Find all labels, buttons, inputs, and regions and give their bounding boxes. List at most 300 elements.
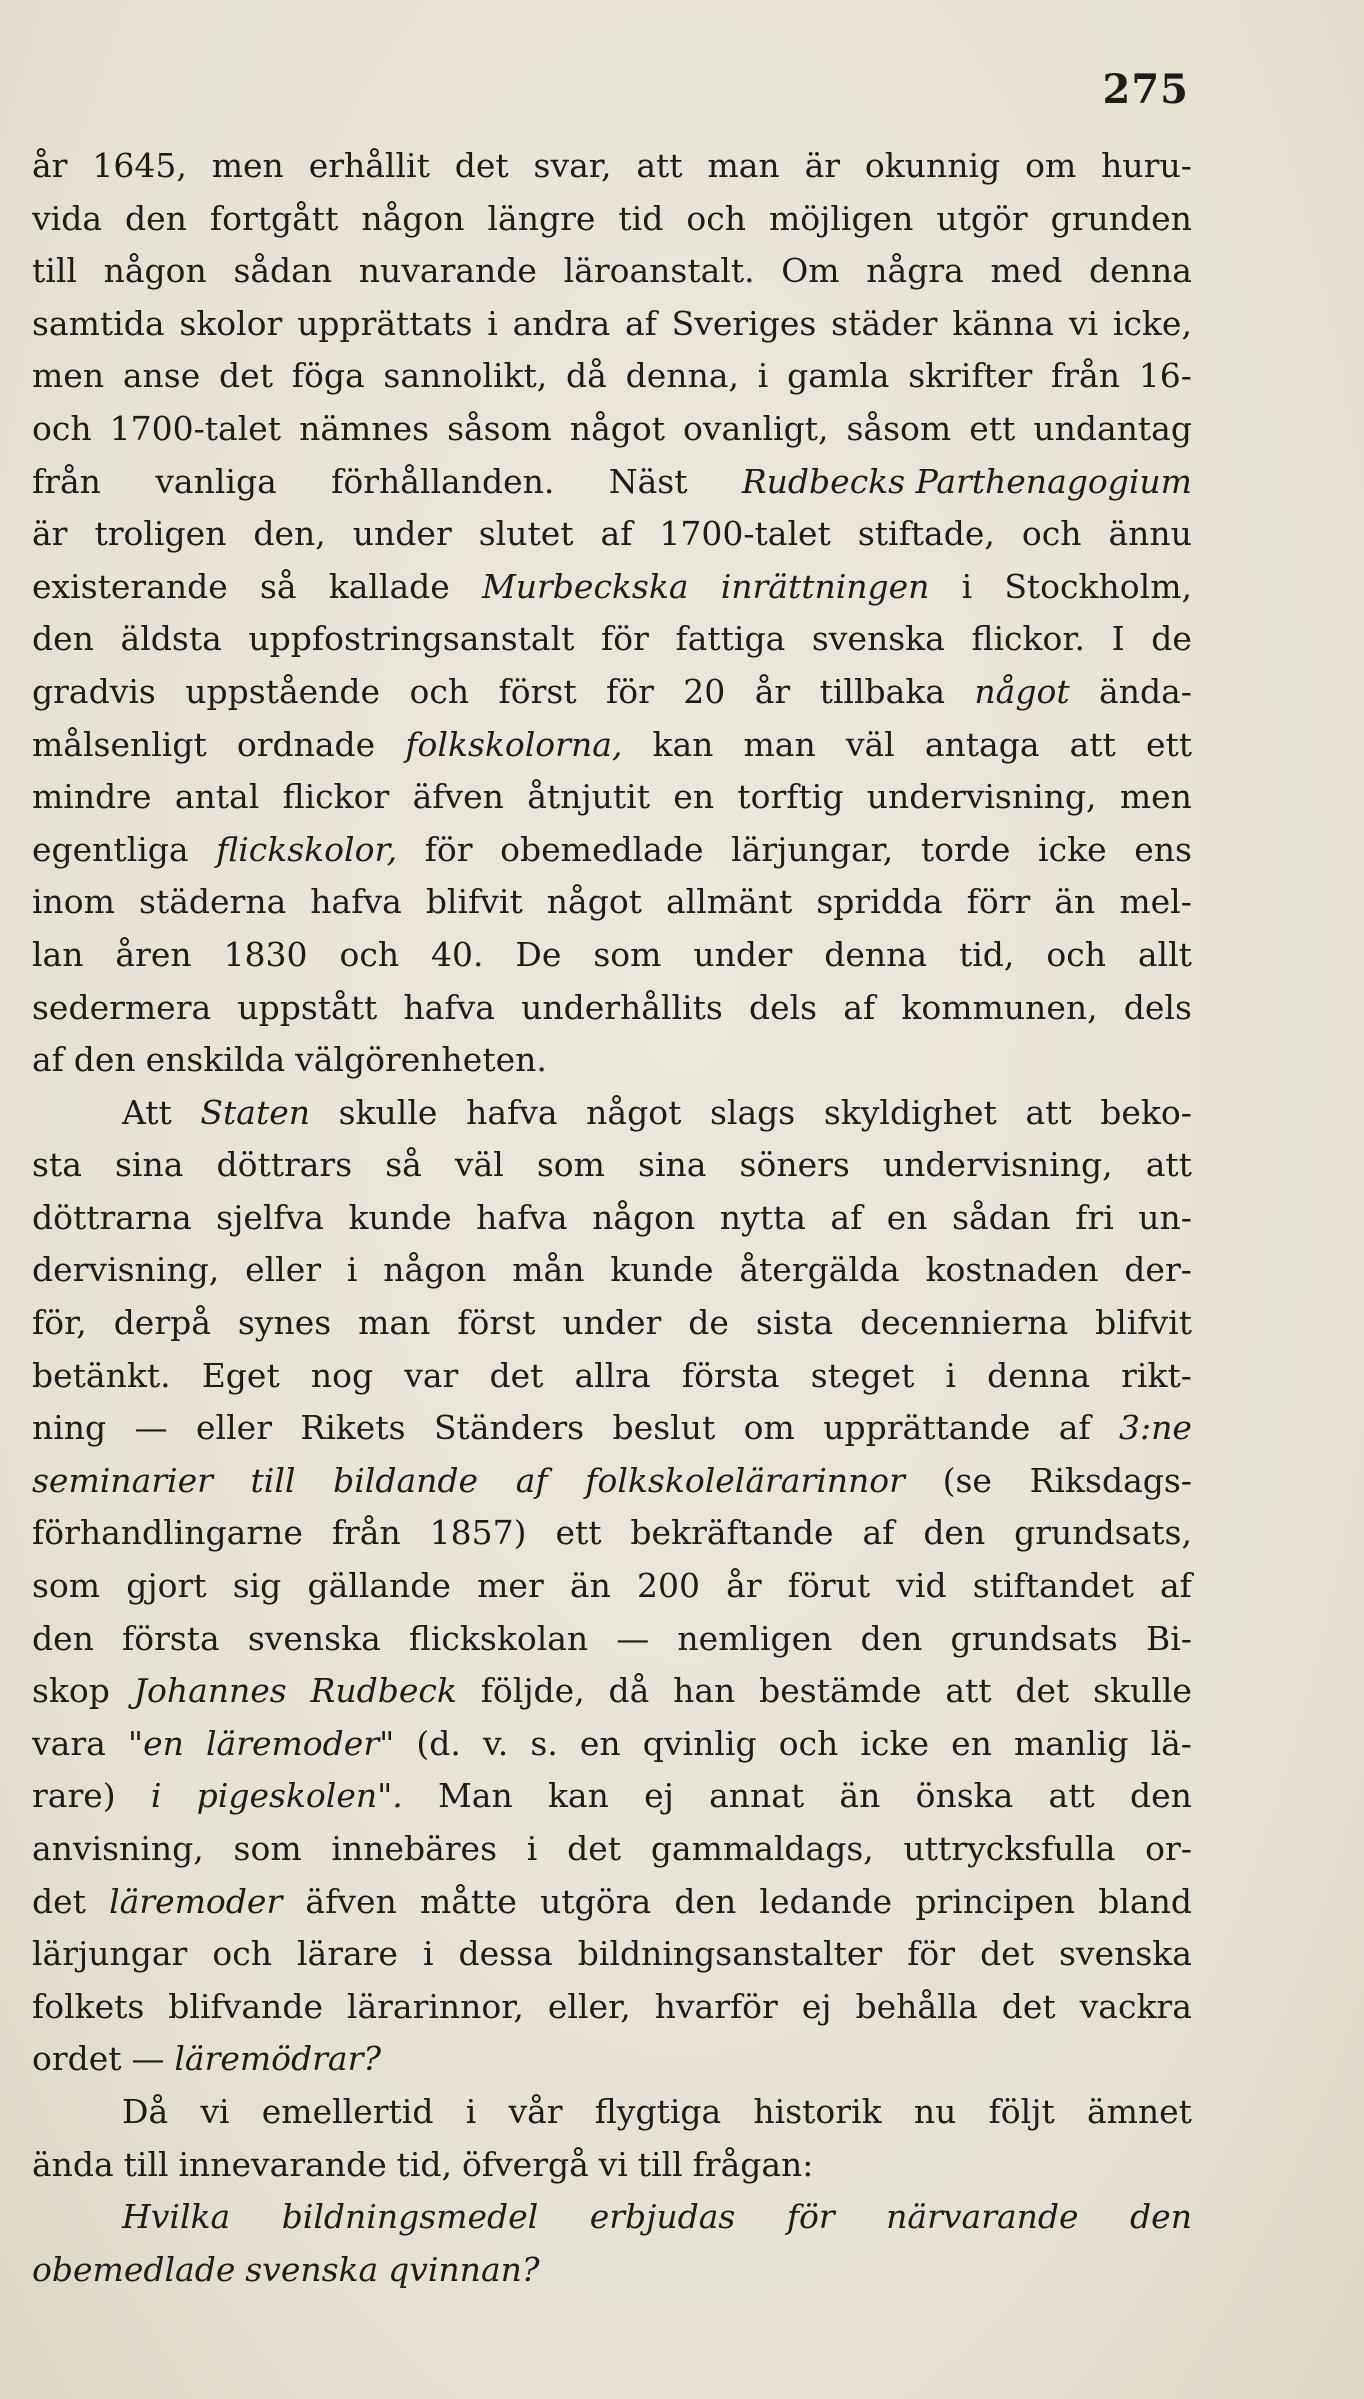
word: blifvande xyxy=(168,1986,323,2026)
word: och xyxy=(1046,934,1106,974)
word: i xyxy=(757,356,769,396)
word: svar, xyxy=(533,146,612,185)
word: år xyxy=(754,671,791,711)
word: innebäres xyxy=(331,1829,498,1868)
word: det xyxy=(980,1934,1034,1974)
word: följt xyxy=(988,2091,1055,2131)
word: skulle xyxy=(1093,1671,1192,1711)
word: Riksdags- xyxy=(1029,1460,1192,1500)
word: vid xyxy=(896,1566,947,1606)
word: läremödrar? xyxy=(174,2039,382,2079)
word: som xyxy=(233,1829,302,1868)
text-line xyxy=(32,1507,1192,1560)
word: döttrars xyxy=(216,1145,353,1185)
word: dessa xyxy=(458,1934,553,1974)
word: (se xyxy=(942,1460,992,1500)
word: svenska xyxy=(245,2249,379,2289)
text-line xyxy=(32,1244,1192,1297)
word: denna, xyxy=(625,356,739,396)
word: — xyxy=(616,1618,650,1658)
word: icke xyxy=(860,1723,929,1763)
word: som xyxy=(32,1566,101,1606)
word: icke xyxy=(1038,829,1107,869)
text-line xyxy=(32,1192,1192,1245)
word: sådan xyxy=(233,251,333,291)
word: grundsats, xyxy=(1014,1513,1192,1553)
word: följde, xyxy=(480,1671,585,1711)
word: af xyxy=(515,1460,548,1500)
word: under xyxy=(693,934,793,974)
word: något xyxy=(569,408,665,448)
text-line xyxy=(32,193,1192,246)
word: obemedlade xyxy=(500,829,704,869)
word: några xyxy=(866,251,964,291)
word: Stockholm, xyxy=(1004,566,1192,606)
word: för xyxy=(786,2197,835,2237)
word: innevarande xyxy=(178,2144,387,2184)
word: ens xyxy=(1134,829,1192,869)
word: svenska xyxy=(247,1618,381,1658)
word: i xyxy=(526,1829,538,1868)
text-line xyxy=(32,876,1192,929)
word: tillbaka xyxy=(819,671,945,711)
word: dels xyxy=(748,987,818,1027)
word: derpå xyxy=(113,1303,211,1343)
word: beslut xyxy=(612,1408,716,1448)
word: mån xyxy=(512,1250,585,1290)
word: det xyxy=(454,146,509,185)
word: ända xyxy=(32,2144,114,2184)
word: en xyxy=(951,1723,992,1763)
word: är xyxy=(32,514,68,554)
word: bland xyxy=(1098,1881,1192,1921)
word: vida xyxy=(32,198,102,238)
word: och xyxy=(32,408,92,448)
word: vara xyxy=(32,1723,106,1763)
word: det xyxy=(219,356,273,396)
word: och xyxy=(409,671,470,711)
word: hafva xyxy=(310,882,402,922)
text-line xyxy=(32,1297,1192,1350)
word: 16- xyxy=(1138,356,1192,396)
word: uppfostringsanstalt xyxy=(248,619,575,659)
word: den xyxy=(860,1618,923,1658)
word: emellertid xyxy=(261,2091,434,2131)
word: som xyxy=(593,934,662,974)
word: allra xyxy=(574,1355,651,1395)
word: Ständers xyxy=(433,1408,585,1448)
word: grunden xyxy=(1050,198,1192,238)
word: — xyxy=(134,1408,168,1448)
word: 40. xyxy=(431,934,484,974)
word: att xyxy=(636,146,683,185)
word: ända- xyxy=(1099,671,1192,711)
word: men xyxy=(32,356,105,396)
word: lärarinnor, xyxy=(346,1986,524,2026)
word: än xyxy=(839,1776,881,1816)
word: synes xyxy=(237,1303,332,1343)
word: vår xyxy=(508,2091,563,2131)
word: erhållit xyxy=(308,146,430,185)
word: Näst xyxy=(608,461,688,501)
word: söners xyxy=(739,1145,850,1185)
word: skulle xyxy=(338,1092,438,1132)
word: läremoder" xyxy=(205,1723,395,1763)
word: icke, xyxy=(1112,303,1192,343)
word: nuvarande xyxy=(358,251,537,291)
word: gjort xyxy=(126,1566,207,1606)
word: tid, xyxy=(396,2144,453,2184)
word: bildande xyxy=(333,1460,479,1500)
word: den xyxy=(124,198,187,238)
word: äldsta xyxy=(120,619,222,659)
text-line xyxy=(32,771,1192,824)
word: ledande xyxy=(759,1881,893,1921)
word: lä- xyxy=(1150,1723,1192,1763)
word: från xyxy=(1051,356,1120,396)
word: utgöra xyxy=(540,1881,652,1921)
word: eller xyxy=(196,1408,272,1448)
word: han xyxy=(673,1671,736,1711)
word: kostnaden xyxy=(925,1250,1099,1290)
word: eller, xyxy=(547,1986,631,2026)
word: upprättande xyxy=(823,1408,1031,1448)
word: ämnet xyxy=(1086,2091,1192,2131)
word: mindre xyxy=(32,777,152,817)
word: sina xyxy=(638,1145,707,1185)
word: svenska xyxy=(811,619,945,659)
word: ordnade xyxy=(236,724,376,764)
word: någon xyxy=(383,1250,487,1290)
text-line xyxy=(32,1665,1192,1718)
word: kan xyxy=(547,1776,609,1816)
word: erbjudas xyxy=(589,2197,736,2237)
word: nämnes xyxy=(299,408,430,448)
text-line xyxy=(32,1560,1192,1613)
word: existerande xyxy=(32,566,228,606)
word: slutet xyxy=(478,514,574,554)
word: dels xyxy=(1123,987,1192,1027)
word: undantag xyxy=(1033,408,1192,448)
word: för xyxy=(601,619,649,659)
word: lärjungar xyxy=(32,1934,188,1974)
word: såsom xyxy=(846,408,952,448)
word: tid, xyxy=(958,934,1015,974)
word: okunnig xyxy=(864,146,1001,185)
word: Att xyxy=(122,1092,172,1132)
word: först xyxy=(498,671,577,711)
word: grundsats xyxy=(950,1618,1118,1658)
word: rikt- xyxy=(1121,1355,1192,1395)
word: från xyxy=(32,461,101,501)
page-number: 275 xyxy=(1102,66,1189,113)
word: ej xyxy=(801,1986,832,2026)
word: s. xyxy=(530,1723,558,1763)
word: 1700-talet xyxy=(109,408,282,448)
text-line xyxy=(32,2139,1192,2192)
word: 1857) xyxy=(429,1513,527,1553)
word: 200 xyxy=(636,1566,700,1606)
text-line xyxy=(32,561,1192,614)
word: Då xyxy=(122,2091,169,2131)
word: bildningsmedel xyxy=(281,2197,539,2237)
text-line xyxy=(32,2191,1192,2244)
word: om xyxy=(1025,146,1077,185)
word: det xyxy=(489,1355,544,1395)
word: kommunen, xyxy=(901,987,1098,1027)
word: annat xyxy=(709,1776,805,1816)
word: stiftandet xyxy=(972,1566,1134,1606)
word: lärare xyxy=(296,1934,398,1974)
word: med xyxy=(990,251,1063,291)
word: troligen xyxy=(94,514,227,554)
word: kunde xyxy=(348,1197,452,1237)
word: tid xyxy=(618,198,664,238)
word: 1830 xyxy=(223,934,308,974)
word: sådan xyxy=(952,1197,1051,1237)
word: förr xyxy=(966,882,1031,922)
text-line xyxy=(32,1928,1192,1981)
word: hvarför xyxy=(654,1986,778,2026)
text-line xyxy=(32,929,1192,982)
word: och xyxy=(339,934,400,974)
word: samtida xyxy=(32,303,165,343)
word: 3:ne xyxy=(1119,1408,1192,1448)
word: så xyxy=(385,1145,422,1185)
word: anvisning, xyxy=(32,1829,204,1868)
word: mel- xyxy=(1119,882,1192,922)
word: men xyxy=(1119,777,1192,817)
word: under xyxy=(562,1303,662,1343)
text-line xyxy=(32,2086,1192,2139)
word: att xyxy=(1048,1776,1095,1816)
word: denna xyxy=(987,1355,1091,1395)
body-text xyxy=(32,140,1192,2296)
word: — xyxy=(131,2039,165,2079)
word: en xyxy=(579,1723,621,1763)
word: af xyxy=(1058,1408,1091,1448)
word: 1645, xyxy=(92,146,187,185)
word: hafva xyxy=(476,1197,568,1237)
word: men xyxy=(211,146,284,185)
text-line xyxy=(32,508,1192,561)
word: den xyxy=(1130,2197,1192,2237)
text-line xyxy=(32,1770,1192,1823)
word: för xyxy=(424,829,473,869)
word: i xyxy=(150,1776,162,1816)
word: sina xyxy=(114,1145,184,1185)
text-line xyxy=(32,1718,1192,1771)
word: fortgått xyxy=(209,198,339,238)
text-line xyxy=(32,1034,1192,1087)
word: folkskolelärarinnor xyxy=(585,1460,905,1500)
word: i xyxy=(961,566,973,606)
word: antaga xyxy=(924,724,1040,764)
word: nog xyxy=(310,1355,374,1395)
word: till xyxy=(32,251,77,291)
word: underhållits xyxy=(521,987,723,1027)
word: ovanligt, xyxy=(683,408,829,448)
word: ett xyxy=(1145,724,1192,764)
word: behålla xyxy=(855,1986,978,2026)
text-line xyxy=(32,1455,1192,1508)
word: steget xyxy=(810,1355,915,1395)
word: beko- xyxy=(1100,1092,1192,1132)
word: att xyxy=(1145,1145,1192,1185)
word: önska xyxy=(915,1776,1014,1816)
word: denna xyxy=(824,934,928,974)
word: någon xyxy=(361,198,465,238)
word: de xyxy=(1151,619,1192,659)
word: öfvergå xyxy=(461,2144,589,2184)
word: lärjungar, xyxy=(731,829,894,869)
word: än xyxy=(1054,882,1096,922)
word: då xyxy=(608,1671,650,1711)
word: bildningsanstalter xyxy=(577,1934,883,1974)
word: man xyxy=(743,724,816,764)
text-line xyxy=(32,1087,1192,1140)
text-line xyxy=(32,2033,1192,2086)
word: de xyxy=(688,1303,729,1343)
word: svenska xyxy=(1059,1934,1192,1974)
word: anse xyxy=(122,356,201,396)
word: det xyxy=(32,1881,86,1921)
word: återgälda xyxy=(739,1250,900,1290)
text-line xyxy=(32,824,1192,877)
word: frågan: xyxy=(692,2144,814,2184)
word: någon xyxy=(592,1197,696,1237)
word: utgör xyxy=(936,198,1028,238)
word: uppstående xyxy=(185,671,381,711)
word: or- xyxy=(1145,1829,1192,1868)
word: nu xyxy=(913,2091,957,2131)
word: flickor xyxy=(282,777,390,817)
word: stiftade, xyxy=(857,514,995,554)
word: från xyxy=(331,1513,401,1553)
word: gradvis xyxy=(32,671,156,711)
word: uttrycksfulla xyxy=(903,1829,1116,1868)
word: Rudbeck xyxy=(310,1671,457,1711)
word: sedermera xyxy=(32,987,212,1027)
word: rare) xyxy=(32,1776,116,1816)
word: betänkt. xyxy=(32,1355,171,1395)
word: och xyxy=(212,1934,272,1974)
word: väl xyxy=(845,724,895,764)
word: kan xyxy=(652,724,714,764)
word: enskilda xyxy=(145,1040,286,1080)
word: något xyxy=(546,882,642,922)
word: vi xyxy=(200,2091,230,2131)
text-line xyxy=(32,1139,1192,1192)
word: af xyxy=(843,987,876,1027)
word: eller xyxy=(245,1250,322,1290)
word: (d. xyxy=(416,1723,461,1763)
word: och xyxy=(778,1723,839,1763)
word: måtte xyxy=(419,1881,517,1921)
word: en xyxy=(886,1197,928,1237)
word: skrifter xyxy=(908,356,1033,396)
word: Bi- xyxy=(1145,1618,1192,1658)
word: hafva xyxy=(403,987,495,1027)
word: Rudbecks Parthenagogium xyxy=(741,461,1192,501)
word: nytta xyxy=(719,1197,806,1237)
word: om xyxy=(743,1408,795,1448)
word: andra xyxy=(512,303,611,343)
word: skolor xyxy=(179,303,283,343)
word: förut xyxy=(787,1566,871,1606)
word: Staten xyxy=(200,1092,310,1132)
word: un- xyxy=(1138,1197,1192,1237)
word: uppstått xyxy=(237,987,378,1027)
word: skyldighet xyxy=(823,1092,997,1132)
word: principen xyxy=(915,1881,1076,1921)
word: Johannes xyxy=(133,1671,287,1711)
word: blifvit xyxy=(425,882,523,922)
word: det xyxy=(1015,1671,1070,1711)
text-line xyxy=(32,1613,1192,1666)
word: v. xyxy=(483,1723,509,1763)
word: kallade xyxy=(328,566,450,606)
text-line xyxy=(32,666,1192,719)
text-line xyxy=(32,719,1192,772)
word: man xyxy=(358,1303,431,1343)
word: att xyxy=(1025,1092,1072,1132)
word: torde xyxy=(920,829,1011,869)
word: allmänt xyxy=(666,882,793,922)
word: något xyxy=(974,671,1070,711)
word: och xyxy=(1021,514,1082,554)
word: i xyxy=(346,1250,358,1290)
word: ett xyxy=(555,1513,602,1553)
word: gamla xyxy=(787,356,890,396)
text-line xyxy=(32,2244,1192,2297)
word: dervisning, xyxy=(32,1250,220,1290)
word: äfven xyxy=(305,1881,397,1921)
word: ej xyxy=(644,1776,674,1816)
word: upprättats xyxy=(297,303,473,343)
word: ännu xyxy=(1108,514,1192,554)
word: då xyxy=(566,356,607,396)
word: var xyxy=(404,1355,459,1395)
word: den xyxy=(674,1881,737,1921)
word: först xyxy=(457,1303,536,1343)
word: Man xyxy=(438,1776,513,1816)
word: känna xyxy=(952,303,1055,343)
word: att xyxy=(1069,724,1116,764)
text-line xyxy=(32,613,1192,666)
word: första xyxy=(122,1618,220,1658)
word: år xyxy=(32,146,68,185)
word: gällande xyxy=(307,1566,451,1606)
word: Rikets xyxy=(300,1408,406,1448)
word: i xyxy=(945,1355,957,1395)
word: man xyxy=(707,146,780,185)
word: åtnjutit xyxy=(527,777,650,817)
word: år xyxy=(726,1566,762,1606)
word: undervisning, xyxy=(882,1145,1113,1185)
word: qvinnan? xyxy=(388,2249,540,2289)
text-line xyxy=(32,140,1192,193)
word: förhållanden. xyxy=(331,461,555,501)
word: denna xyxy=(1089,251,1192,291)
word: sannolikt, xyxy=(383,356,548,396)
word: läroanstalt. xyxy=(563,251,755,291)
word: i xyxy=(465,2091,477,2131)
word: till xyxy=(250,1460,296,1500)
word: städer xyxy=(831,303,938,343)
word: än xyxy=(569,1566,611,1606)
word: pigeskolen". xyxy=(196,1776,403,1816)
